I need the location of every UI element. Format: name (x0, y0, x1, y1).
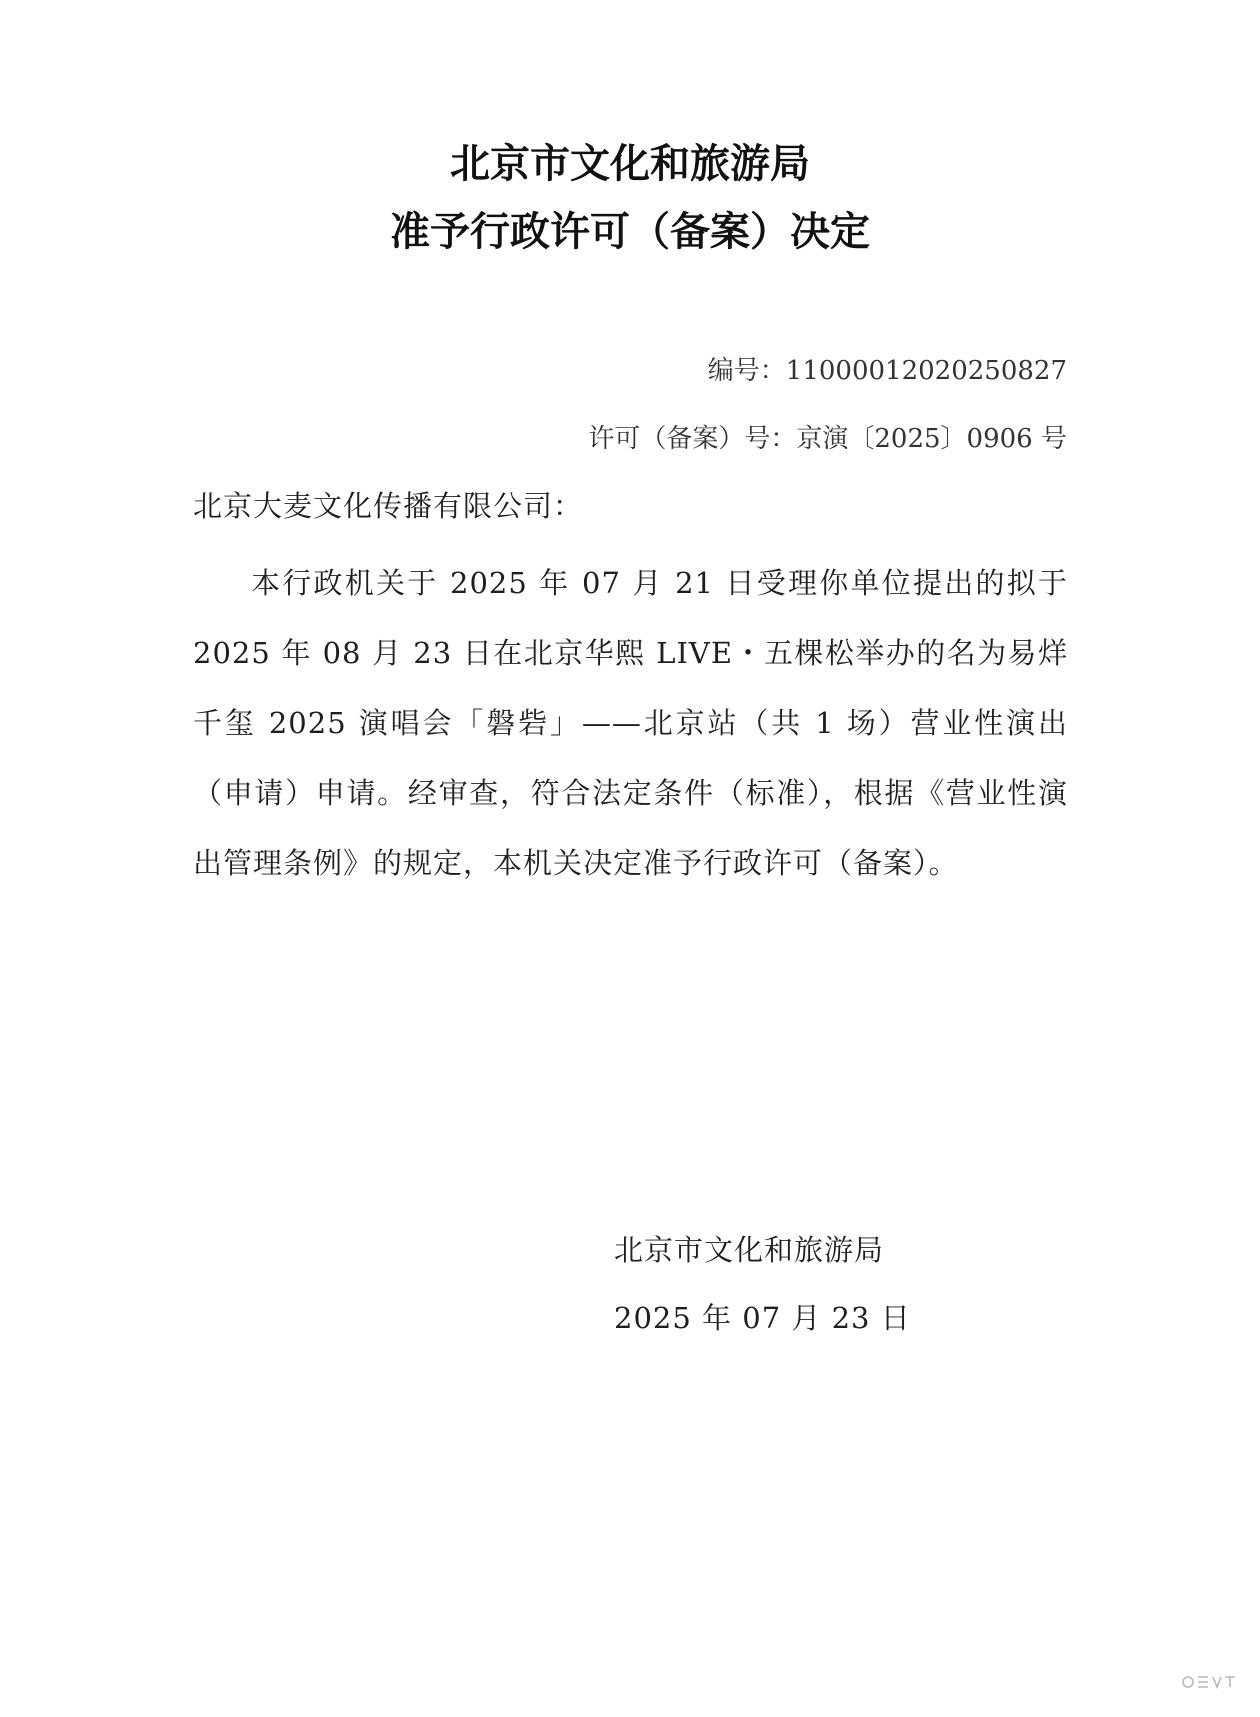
signature-organization: 北京市文化和旅游局 (614, 1233, 885, 1267)
platform-watermark-icon (1180, 1667, 1240, 1697)
permit-number: 许可（备案）号：京演〔2025〕0906 号 (588, 424, 1067, 454)
title-line-agency: 北京市文化和旅游局 (450, 141, 810, 187)
serial-number: 编号：11000012020250827 (707, 356, 1067, 386)
signature-date: 2025 年 07 月 23 日 (614, 1301, 911, 1335)
decision-body: 本行政机关于 2025 年 07 月 21 日受理你单位提出的拟于 2025 年 08 月 23 日在北京华熙 LIVE・五棵松举办的名为易烊千玺 2025 演唱会「磐砦」——北京站（共 1 场）营业性演出（申请）申请。经审查，符合法定条件（标准），根据《营业性演出管理条例》的规定，本机关决定准予行政许可（备案）。 (193, 566, 1068, 880)
addressee: 北京大麦文化传播有限公司： (193, 489, 584, 523)
title-line-decision: 准予行政许可（备案）决定 (390, 209, 870, 255)
document-title (0, 130, 1260, 266)
